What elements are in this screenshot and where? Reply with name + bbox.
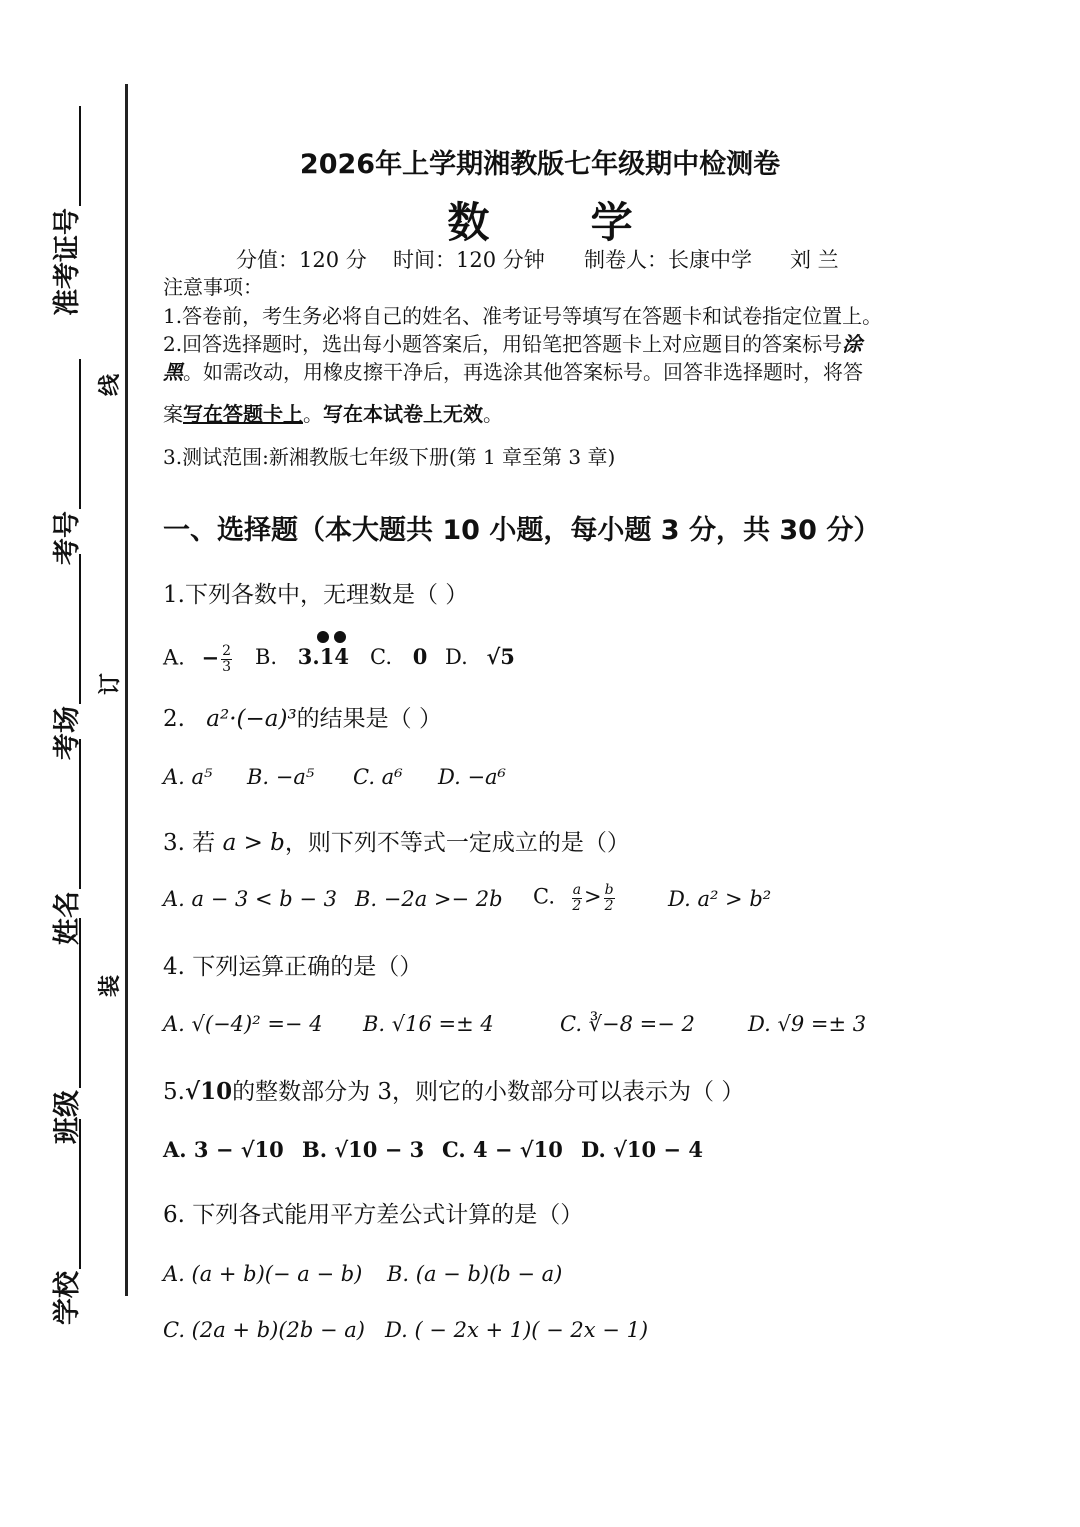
notice-text: 。如需改动，用橡皮擦干净后，再选涂其他答案标号。回答非选择题时，将答	[183, 360, 863, 384]
option-b[interactable]: B. 3.14	[255, 644, 349, 669]
option-a[interactable]: A. a⁵	[163, 765, 213, 789]
field-label: 学校	[52, 1271, 83, 1325]
question-6-stem: 6. 下列各式能用平方差公式计算的是（）	[163, 1202, 584, 1228]
option-c[interactable]: C. a⁶	[353, 765, 403, 789]
notice-emph: 涂	[842, 332, 863, 356]
time-info: 时间：120 分钟	[393, 248, 545, 272]
option-d[interactable]: D. √9 =± 3	[748, 1012, 867, 1036]
field-label: 考号	[52, 511, 83, 565]
notice-heading: 注意事项：	[163, 275, 263, 299]
option-d[interactable]: D. ( − 2x + 1)( − 2x − 1)	[385, 1318, 649, 1342]
option-b[interactable]: B. −2a >− 2b	[355, 887, 503, 911]
notice-item-1: 1.答卷前，考生务必将自己的姓名、准考证号等填写在答题卡和试卷指定位置上。	[163, 304, 883, 328]
subject-char-2: 学	[590, 198, 633, 247]
option-a[interactable]: A. (a + b)(− a − b)	[163, 1262, 363, 1286]
question-6-options-row-1	[163, 1264, 663, 1294]
fill-line[interactable]	[79, 918, 81, 1088]
notice-bold: 写在本试卷上无效	[323, 402, 483, 426]
question-5-stem: 5.√10的整数部分为 3，则它的小数部分可以表示为（ ）	[163, 1078, 745, 1105]
question-1-options	[163, 643, 663, 686]
fraction: $\frac{2}{3}$	[222, 643, 232, 675]
option-a[interactable]: A. − $\frac{2}{3}$	[163, 643, 232, 675]
author-name: 刘 兰	[790, 248, 839, 272]
option-a[interactable]: A. 3 − √10	[163, 1137, 284, 1162]
repeating-decimal: 3.14	[297, 644, 349, 669]
cut-mark-bind: 订	[98, 672, 124, 696]
question-6-options-row-2	[163, 1320, 723, 1350]
field-label: 考场	[52, 706, 83, 760]
option-c[interactable]: C. 4 − √10	[442, 1137, 563, 1162]
fill-line[interactable]	[79, 359, 81, 509]
exam-title: 2026年上学期湘教版七年级期中检测卷	[299, 149, 781, 180]
notice-underline: 写在答题卡上	[183, 402, 303, 426]
cut-mark-line: 线	[98, 373, 124, 397]
notice-item-2-cont	[163, 362, 863, 382]
option-d[interactable]: D. √5	[445, 644, 515, 669]
question-5-options	[163, 1139, 723, 1169]
fill-line[interactable]	[79, 554, 81, 704]
fill-line[interactable]	[79, 739, 81, 889]
math-expression: √10	[184, 1078, 233, 1105]
option-d[interactable]: D. −a⁶	[438, 765, 506, 789]
score-info: 分值：120 分	[236, 248, 367, 272]
fraction: $\frac{b}{2}$	[604, 882, 614, 914]
field-school	[45, 1095, 81, 1325]
option-a[interactable]: A. √(−4)² =− 4	[163, 1012, 323, 1036]
notice-emph: 黑	[163, 360, 183, 384]
option-c[interactable]: C. ∛−8 =− 2	[560, 1012, 695, 1036]
option-c[interactable]: C. $\frac{a}{2}$ > $\frac{b}{2}$	[533, 882, 614, 914]
math-expression: a > b	[222, 830, 285, 856]
notice-text: 。	[483, 402, 503, 426]
repeating-dot	[334, 631, 346, 643]
notice-item-2	[163, 334, 862, 354]
option-b[interactable]: B. √10 − 3	[302, 1137, 425, 1162]
option-c[interactable]: C. (2a + b)(2b − a)	[163, 1318, 365, 1342]
notice-text: 案	[163, 402, 183, 426]
option-b[interactable]: B. (a − b)(b − a)	[387, 1262, 563, 1286]
question-2-stem: 2. a²·(−a)³的结果是（ ）	[163, 706, 442, 732]
cut-mark-install: 装	[98, 974, 124, 998]
question-4-stem: 4. 下列运算正确的是（）	[163, 954, 423, 980]
fraction: $\frac{a}{2}$	[572, 882, 582, 914]
option-d[interactable]: D. a² > b²	[668, 887, 772, 911]
math-expression: a²·(−a)³	[206, 706, 297, 732]
option-b[interactable]: B. −a⁵	[247, 765, 315, 789]
field-label: 准考证号	[52, 208, 83, 316]
subject-title	[0, 190, 1080, 250]
option-a[interactable]: A. a − 3 < b − 3	[163, 887, 338, 911]
option-b[interactable]: B. √16 =± 4	[363, 1012, 494, 1036]
field-label: 班级	[52, 1090, 83, 1144]
field-label: 姓名	[52, 891, 83, 945]
author-info: 制卷人：长康中学	[584, 248, 752, 272]
notice-item-2-end	[163, 404, 503, 424]
notice-text: 2.回答选择题时，选出每小题答案后，用铅笔把答题卡上对应题目的答案标号	[163, 332, 843, 356]
notice-item-3: 3.测试范围:新湘教版七年级下册(第 1 章至第 3 章)	[163, 445, 616, 469]
question-2-options	[163, 767, 563, 797]
question-4-options	[163, 1014, 883, 1050]
question-3-stem: 3. 若 a > b，则下列不等式一定成立的是（）	[163, 830, 630, 856]
question-1-stem: 1.下列各数中，无理数是（ ）	[163, 582, 469, 608]
option-c[interactable]: C. 0	[370, 644, 428, 669]
question-3-options	[163, 882, 803, 925]
section-heading: 一、选择题（本大题共 10 小题，每小题 3 分，共 30 分）	[163, 515, 881, 546]
binding-line	[125, 84, 128, 1296]
subject-char-1: 数	[447, 198, 490, 247]
option-d[interactable]: D. √10 − 4	[581, 1137, 703, 1162]
notice-text: 。	[303, 402, 323, 426]
fill-line[interactable]	[79, 1119, 81, 1269]
repeating-dot	[317, 631, 329, 643]
